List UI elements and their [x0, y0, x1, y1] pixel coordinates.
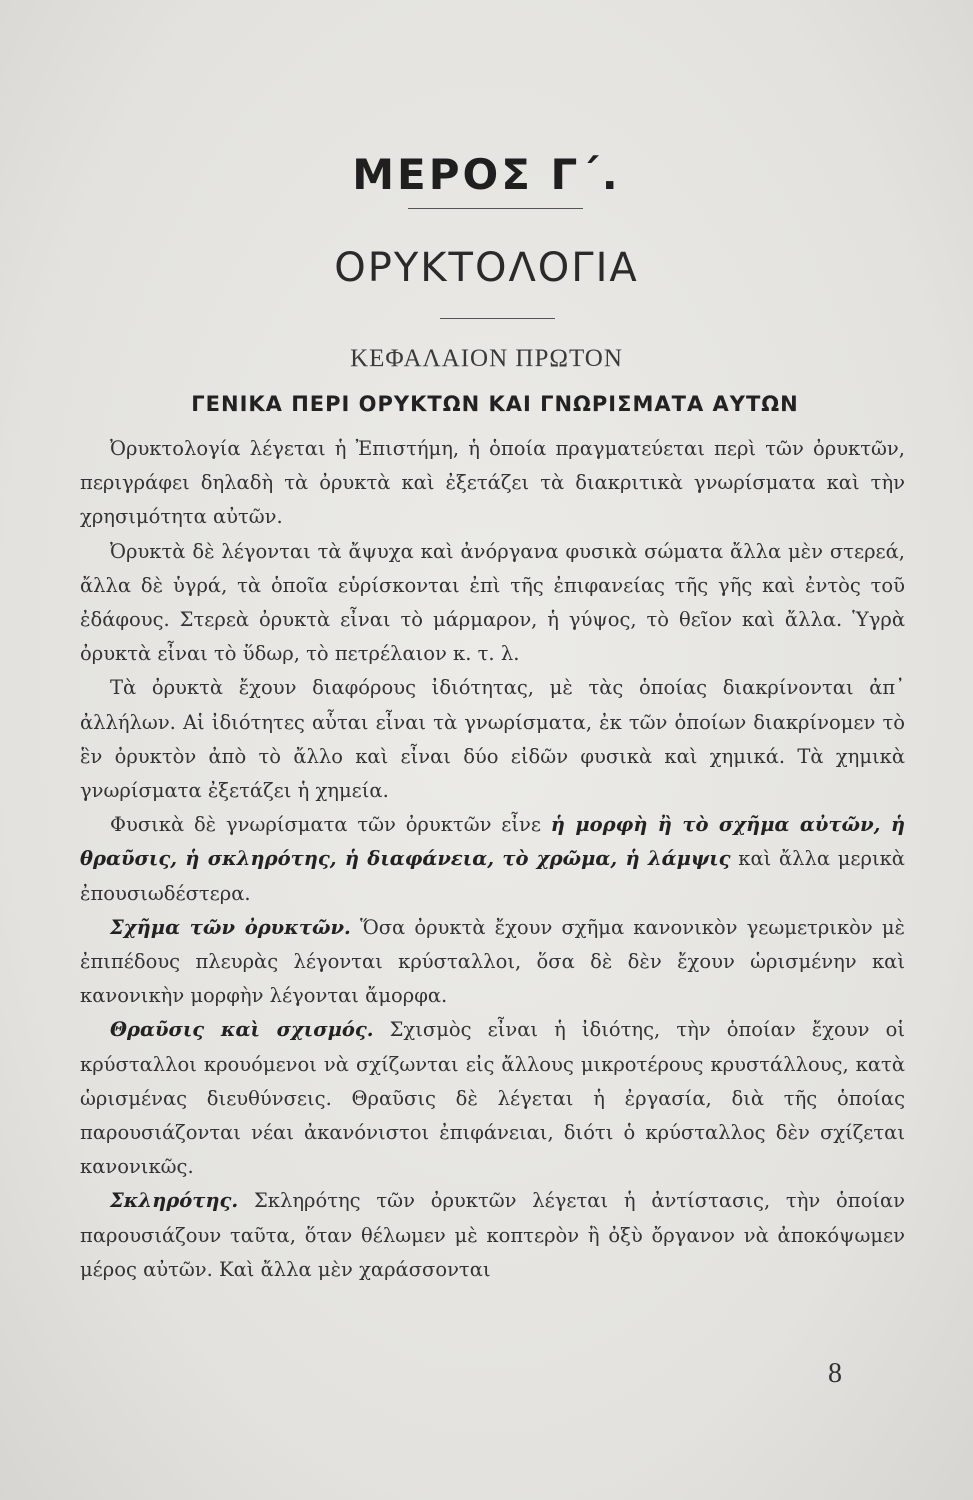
fracture-term: Θραῦσις καὶ σχισμός. — [110, 1018, 374, 1042]
hardness-text: Σκληρότης τῶν ὀρυκτῶν λέγεται ἡ ἀντίστασις, τὴν ὁποίαν παρουσιάζουν ταῦτα, ὅταν θέλωμεν μὲ κοπτερὸν ἢ ὀξὺ ὄργανον νὰ ἀποκόψωμεν μέρος αὐτῶν. Καὶ ἄλλα μὲν χαράσσονται — [80, 1189, 905, 1281]
physical-intro: Φυσικὰ δὲ γνωρίσματα τῶν ὀρυκτῶν εἶνε — [110, 813, 551, 837]
body-text — [80, 432, 905, 1287]
fracture-text: Σχισμὸς εἶναι ἡ ἰδιότης, τὴν ὁποίαν ἔχουν οἱ κρύσταλλοι κρουόμενοι νὰ σχίζωνται εἰς ἄλλους μικροτέρους κρυστάλλους, κατὰ ὡρισμένας διευθύνσεις. Θραῦσις δὲ λέγεται ἡ ἐργασία, διὰ τῆς ὁποίας παρουσιάζονται νέαι ἀκανόνιστοι ἐπιφάνειαι, διότι ὁ κρύσταλλος δὲν σχίζεται κανονικῶς. — [80, 1018, 905, 1179]
paragraph-physical-properties — [80, 808, 905, 911]
paragraph-fracture — [80, 1013, 905, 1184]
part-title: ΜΕΡΟΣ Γ΄. — [352, 150, 621, 199]
title-divider-top — [408, 208, 583, 209]
paragraph-definition: Ὀρυκτολογία λέγεται ἡ Ἐπιστήμη, ἡ ὁποία πραγματεύεται περὶ τῶν ὀρυκτῶν, περιγράφει δηλαδὴ τὰ ὀρυκτὰ καὶ ἐξετάζει τὰ διακριτικὰ γνωρίσματα καὶ τὴν χρησιμότητα αὐτῶν. — [80, 437, 905, 529]
chapter-heading: ΚΕΦΑΛΑΙΟΝ ΠΡΩΤΟΝ — [350, 345, 623, 372]
shape-term: Σχῆμα τῶν ὀρυκτῶν. — [110, 915, 351, 939]
paragraph-hardness — [80, 1184, 905, 1287]
paragraph-minerals: Ὀρυκτὰ δὲ λέγονται τὰ ἄψυχα καὶ ἀνόργανα φυσικὰ σώματα ἄλλα μὲν στερεά, ἄλλα δὲ ὑγρά, τὰ ὁποῖα εὑρίσκονται ἐπὶ τῆς ἐπιφανείας τῆς γῆς καὶ ἐντὸς τοῦ ἐδάφους. Στερεὰ ὀρυκτὰ εἶναι τὸ μάρμαρον, ἡ γύψος, τὸ θεῖον καὶ ἄλλα. Ὑγρὰ ὀρυκτὰ εἶναι τὸ ὕδωρ, τὸ πετρέλαιον κ. τ. λ. — [80, 539, 905, 666]
section-subtitle: ΓΕΝΙΚΑ ΠΕΡΙ ΟΡΥΚΤΩΝ ΚΑΙ ΓΝΩΡΙΣΜΑΤΑ ΑΥΤΩΝ — [191, 392, 799, 416]
hardness-term: Σκληρότης. — [110, 1189, 239, 1213]
main-title: ΟΡΥΚΤΟΛΟΓΙΑ — [334, 245, 639, 291]
title-divider-bottom — [440, 318, 555, 319]
paragraph-properties: Τὰ ὀρυκτὰ ἔχουν διαφόρους ἰδιότητας, μὲ τὰς ὁποίας διακρίνονται ἀπ᾿ ἀλλήλων. Αἱ ἰδιότητες αὗται εἶναι τὰ γνωρίσματα, ἐκ τῶν ὁποίων διακρίνομεν τὸ ἓν ὀρυκτὸν ἀπὸ τὸ ἄλλο καὶ εἶναι δύο εἰδῶν φυσικὰ καὶ χημικά. Τὰ χημικὰ γνωρίσματα ἐξετάζει ἡ χημεία. — [80, 676, 905, 803]
physical-outro: καὶ ἄλλα μερικὰ ἐπουσιωδέστερα. — [80, 847, 905, 905]
page-number: 8 — [828, 1358, 842, 1389]
shape-text: Ὅσα ὀρυκτὰ ἔχουν σχῆμα κανονικὸν γεωμετρικὸν μὲ ἐπιπέδους πλευρὰς λέγονται κρύσταλλοι, ὅσα δὲ δὲν ἔχουν ὡρισμένην καὶ κανονικὴν μορφὴν λέγονται ἄμορφα. — [80, 915, 905, 1008]
physical-terms: ἡ μορφὴ ἢ τὸ σχῆμα αὐτῶν, ἡ θραῦσις, ἡ σκληρότης, ἡ διαφάνεια, τὸ χρῶμα, ἡ λάμψις — [80, 813, 905, 871]
paragraph-shape — [80, 911, 905, 1014]
